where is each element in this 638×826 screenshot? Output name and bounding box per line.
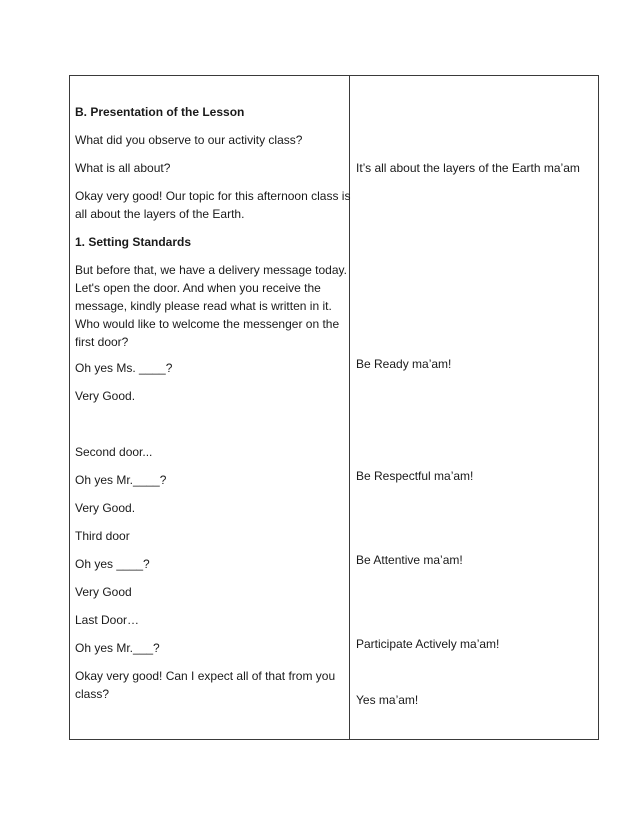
- oh-yes-mr-1: Oh yes Mr.____?: [75, 473, 167, 487]
- delivery-line-3: message, kindly please read what is written in it.: [75, 299, 332, 313]
- answer-be-ready: Be Ready ma’am!: [356, 357, 452, 371]
- question-about: What is all about?: [75, 161, 171, 175]
- answer-be-attentive: Be Attentive ma’am!: [356, 553, 463, 567]
- very-good-2: Very Good.: [75, 501, 136, 515]
- expect-line-2: class?: [75, 687, 110, 701]
- topic-line-2: all about the layers of the Earth.: [75, 207, 245, 221]
- expect-line-1: Okay very good! Can I expect all of that from you: [75, 669, 336, 683]
- delivery-line-2: Let's open the door. And when you receive the: [75, 281, 321, 295]
- topic-line-1: Okay very good! Our topic for this afternoon class is: [75, 189, 351, 203]
- heading-setting-standards: 1. Setting Standards: [75, 235, 192, 249]
- very-good-1: Very Good.: [75, 389, 136, 403]
- heading-presentation: B. Presentation of the Lesson: [75, 105, 245, 119]
- oh-yes-mr-2: Oh yes Mr.___?: [75, 641, 160, 655]
- very-good-3: Very Good: [75, 585, 132, 599]
- second-door: Second door...: [75, 445, 153, 459]
- answer-yes: Yes ma’am!: [356, 693, 419, 707]
- last-door: Last Door…: [75, 613, 140, 627]
- delivery-line-5: first door?: [75, 335, 129, 349]
- answer-about: It’s all about the layers of the Earth ma’am: [356, 161, 580, 175]
- column-divider: [349, 75, 350, 740]
- oh-yes-ms: Oh yes Ms. ____?: [75, 361, 173, 375]
- third-door: Third door: [75, 529, 130, 543]
- oh-yes-blank: Oh yes ____?: [75, 557, 150, 571]
- question-observe: What did you observe to our activity class?: [75, 133, 303, 147]
- answer-participate: Participate Actively ma’am!: [356, 637, 500, 651]
- delivery-line-4: Who would like to welcome the messenger on the: [75, 317, 340, 331]
- delivery-line-1: But before that, we have a delivery message today.: [75, 263, 347, 277]
- answer-be-respectful: Be Respectful ma’am!: [356, 469, 474, 483]
